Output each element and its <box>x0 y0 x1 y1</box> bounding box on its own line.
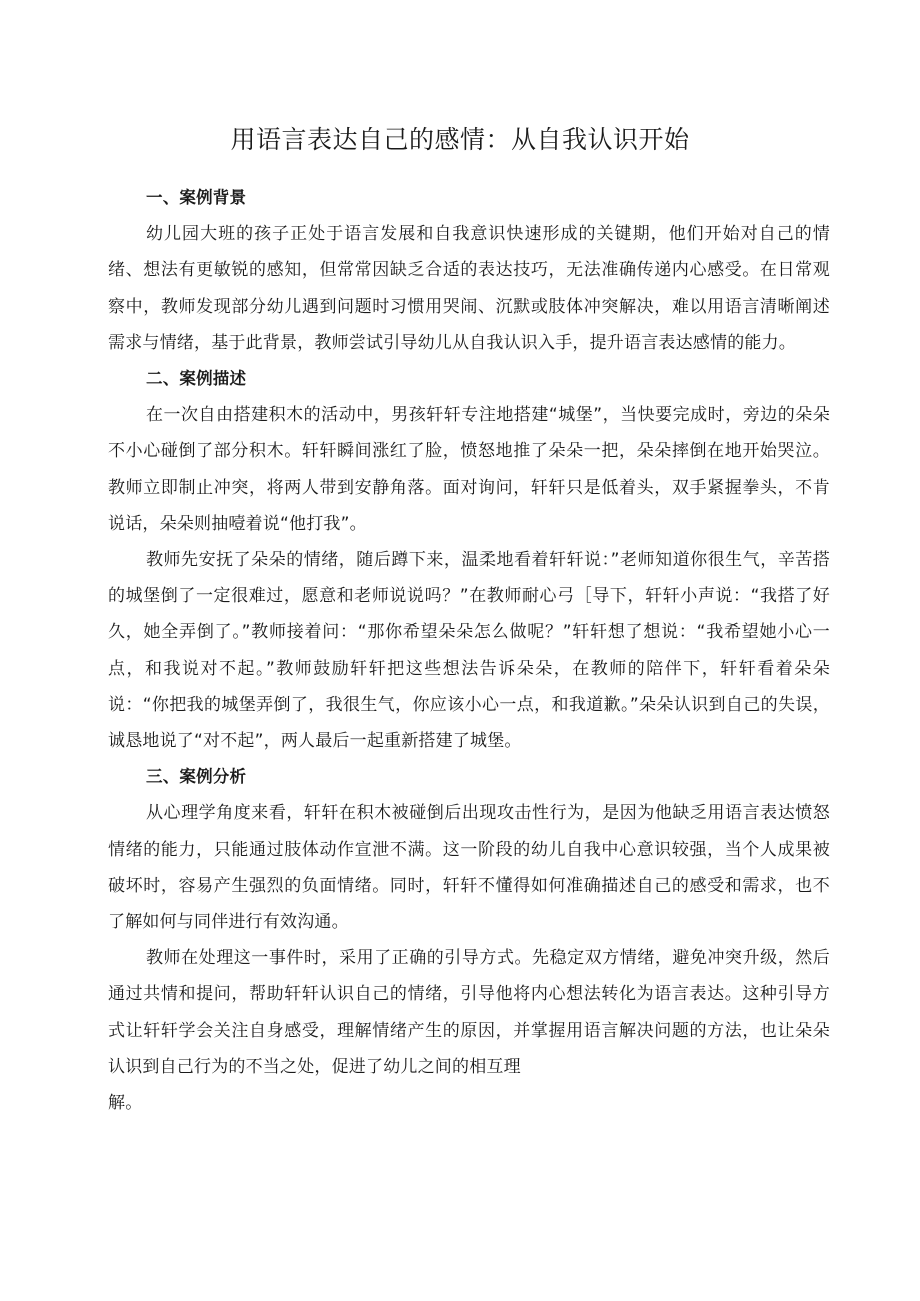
paragraph-continuation: 解。 <box>108 1093 143 1114</box>
section-background <box>108 180 830 361</box>
paragraph: 教师先安抚了朵朵的情绪，随后蹲下来，温柔地看着轩轩说：”老师知道你很生气，辛苦搭的城堡倒了一定很难过，愿意和老师说说吗？”在教师耐心弓［导下，轩轩小声说：“我搭了好久，她全弄倒了。”教师接着问：“那你希望朵朵怎么做呢？”轩轩想了想说：“我希望她小心一点，和我说对不起。”教师鼓励轩轩把这些想法告诉朵朵，在教师的陪伴下，轩轩看着朵朵说：“你把我的城堡弄倒了，我很生气，你应该小心一点，和我道歉。”朵朵认识到自己的失误，诚恳地说了“对不起”，两人最后一起重新搭建了城堡。 <box>108 550 830 752</box>
section-heading: 三、案例分析 <box>146 767 247 787</box>
document-body <box>108 180 830 1121</box>
document-title: 用语言表达自己的感情：从自我认识开始 <box>230 125 690 154</box>
paragraph: 在一次自由搭建积木的活动中，男孩轩轩专注地搭建“城堡”，当快要完成时，旁边的朵朵不小心碰倒了部分积木。轩轩瞬间涨红了脸，愤怒地推了朵朵一把，朵朵摔倒在地开始哭泣。教师立即制止冲突，将两人带到安静角落。面对询问，轩轩只是低着头，双手紧握拳头，不肯说话，朵朵则抽噎着说“他打我”。 <box>108 405 830 534</box>
paragraph: 教师在处理这一事件时，采用了正确的引导方式。先稳定双方情绪，避免冲突升级，然后通过共情和提问，帮助轩轩认识自己的情绪，引导他将内心想法转化为语言表达。这种引导方式让轩轩学会关注自身感受，理解情绪产生的原因，并掌握用语言解决问题的方法，也让朵朵认识到自己行为的不当之处，促进了幼儿之间的相互理 <box>108 948 830 1077</box>
section-heading: 一、案例背景 <box>146 188 247 207</box>
section-heading: 二、案例描述 <box>146 369 247 389</box>
section-analysis <box>108 759 830 1121</box>
section-description <box>108 361 830 759</box>
paragraph: 从心理学角度来看，轩轩在积木被碰倒后出现攻击性行为，是因为他缺乏用语言表达愤怒情绪的能力，只能通过肢体动作宣泄不满。这一阶段的幼儿自我中心意识较强，当个人成果被破坏时，容易产生强烈的负面情绪。同时，轩轩不懂得如何准确描述自己的感受和需求，也不了解如何与同伴进行有效沟通。 <box>108 803 830 933</box>
paragraph: 幼儿园大班的孩子正处于语言发展和自我意识快速形成的关键期，他们开始对自己的情绪、想法有更敏锐的感知，但常常因缺乏合适的表达技巧，无法准确传递内心感受。在日常观察中，教师发现部分幼儿遇到问题时习惯用哭闹、沉默或肢体冲突解决，难以用语言清晰阐述需求与情绪，基于此背景，教师尝试引导幼儿从自我认识入手，提升语言表达感情的能力。 <box>108 224 830 353</box>
